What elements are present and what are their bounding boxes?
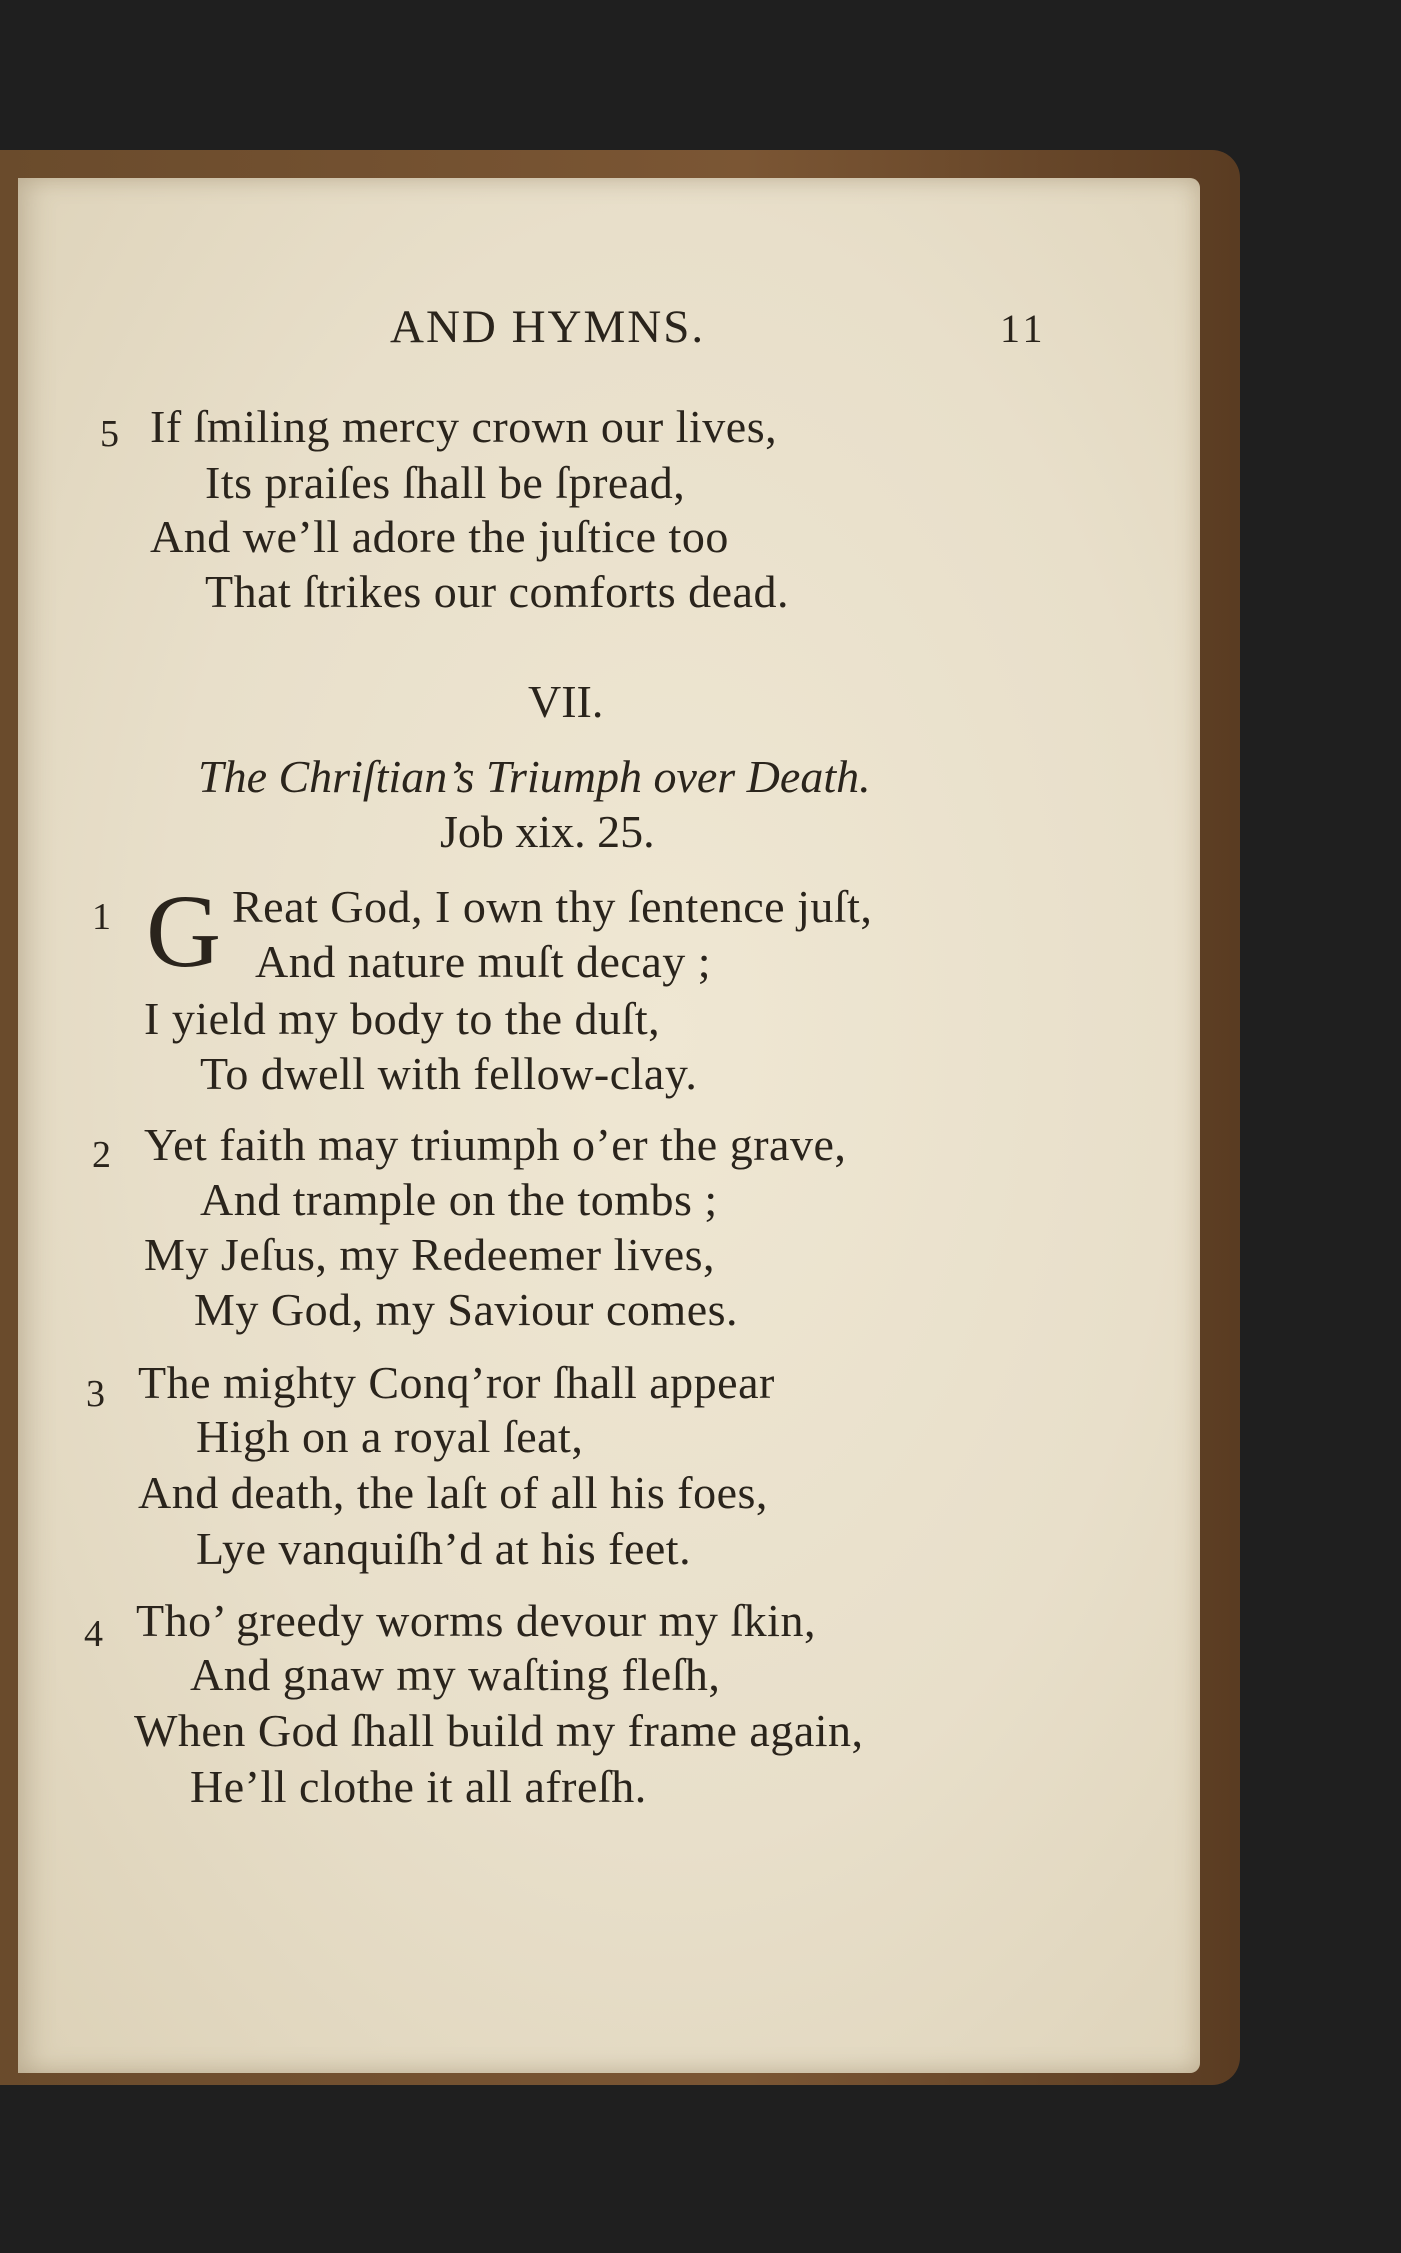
verse-line: That ſtrikes our comforts dead. (205, 566, 789, 617)
verse-line: High on a royal ſeat, (196, 1411, 584, 1462)
verse-line: My God, my Saviour comes. (194, 1284, 739, 1335)
verse-line: Tho’ greedy worms devour my ſkin, (136, 1595, 816, 1646)
stanza-number: 4 (84, 1613, 103, 1655)
stanza-number: 3 (86, 1373, 105, 1415)
verse-line: When God ſhall build my frame again, (134, 1705, 864, 1756)
verse-line: And gnaw my waſting fleſh, (190, 1649, 721, 1700)
running-title: AND HYMNS. (390, 301, 706, 353)
stanza-number: 2 (92, 1134, 111, 1176)
verse-line: I yield my body to the duſt, (144, 993, 661, 1044)
verse-line: And we’ll adore the juſtice too (150, 511, 729, 562)
drop-cap: G (146, 874, 222, 989)
page-number: 11 (1000, 306, 1047, 351)
verse-line: He’ll clothe it all afreſh. (190, 1761, 647, 1812)
scripture-reference: Job xix. 25. (440, 806, 655, 857)
stanza-number: 5 (100, 413, 119, 455)
verse-line: Lye vanquiſh’d at his feet. (196, 1523, 692, 1574)
verse-line: Its praiſes ſhall be ſpread, (205, 457, 686, 508)
verse-line: My Jeſus, my Redeemer lives, (144, 1229, 716, 1280)
verse-line: And trample on the tombs ; (200, 1174, 718, 1225)
hymn-numeral: VII. (528, 676, 604, 727)
verse-line: If ſmiling mercy crown our lives, (150, 401, 778, 452)
verse-line: The mighty Conq’ror ſhall appear (138, 1357, 775, 1408)
verse-line: Yet faith may triumph o’er the grave, (144, 1119, 847, 1170)
verse-line: To dwell with fellow-clay. (200, 1048, 698, 1099)
stanza-number: 1 (92, 896, 111, 938)
verse-line: Reat God, I own thy ſentence juſt, (232, 881, 873, 932)
verse-line: And nature muſt decay ; (255, 936, 712, 987)
verse-line: And death, the laſt of all his foes, (138, 1467, 768, 1518)
hymn-title: The Chriſtian’s Triumph over Death. (198, 751, 871, 802)
